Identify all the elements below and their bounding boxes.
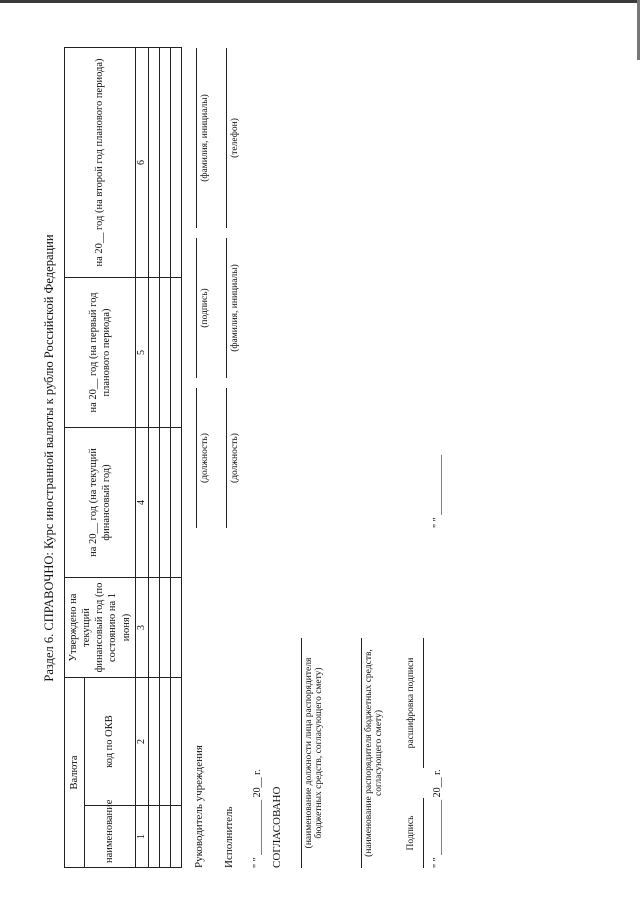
table-cell[interactable] xyxy=(160,48,171,278)
sign-decoding-caption: расшифровка подписи xyxy=(406,657,416,749)
head-position-line[interactable] xyxy=(196,388,197,528)
executor-name-caption: (фамилия, инициалы) xyxy=(230,264,240,352)
table-cell[interactable] xyxy=(149,578,160,678)
table-cell[interactable] xyxy=(149,428,160,578)
table-cell[interactable] xyxy=(149,48,160,278)
table-cell[interactable] xyxy=(171,678,182,806)
header-first-plan-year: на 20__ год (на первый год планового периода) xyxy=(65,278,136,428)
header-okv-code: код по ОКВ xyxy=(84,678,135,806)
table-cell[interactable] xyxy=(171,578,182,678)
column-numbers-row xyxy=(135,48,149,868)
executor-phone-line[interactable] xyxy=(226,48,227,228)
table-cell[interactable] xyxy=(160,806,171,868)
rotated-document-page xyxy=(20,18,620,898)
table-row xyxy=(149,48,160,868)
table-cell[interactable] xyxy=(160,678,171,806)
table-cell[interactable] xyxy=(160,428,171,578)
table-header-row-1 xyxy=(65,48,85,868)
table-row xyxy=(171,48,182,868)
executor-position-caption: (должность) xyxy=(230,433,240,483)
head-position-caption: (должность) xyxy=(200,433,210,483)
column-number: 2 xyxy=(135,678,149,806)
table-cell[interactable] xyxy=(171,806,182,868)
executor-phone-caption: (телефон) xyxy=(230,118,240,158)
header-currency-name: наименование xyxy=(84,806,135,868)
date-line-1[interactable]: " " ___________ 20__ г. xyxy=(252,769,263,868)
agreed-label: СОГЛАСОВАНО xyxy=(271,786,283,868)
table-cell[interactable] xyxy=(149,806,160,868)
table-cell[interactable] xyxy=(160,278,171,428)
head-signature-line[interactable] xyxy=(196,238,197,378)
executor-name-line[interactable] xyxy=(226,238,227,378)
head-of-institution-label: Руководитель учреждения xyxy=(193,745,205,868)
column-number: 1 xyxy=(135,806,149,868)
executor-label: Исполнитель xyxy=(223,806,235,868)
date-line-2[interactable]: " " ___________ 20__ г. xyxy=(432,769,443,868)
sign-line[interactable] xyxy=(423,798,424,868)
section-title: Раздел 6. СПРАВОЧНО: Курс иностранной валюты к рублю Российской Федерации xyxy=(42,234,56,682)
column-number: 6 xyxy=(135,48,149,278)
header-approved: Утверждено на текущий финансовый год (по состоянию на 1 июня) xyxy=(65,578,136,678)
head-signature-caption: (подпись) xyxy=(200,288,210,328)
table-cell[interactable] xyxy=(171,428,182,578)
currency-rate-table xyxy=(64,47,182,868)
agreed-position-caption: (наименование должности лица распорядителя бюджетных средств, согласующего смету) xyxy=(304,657,324,849)
header-second-plan-year: на 20__ год (на второй год планового периода) xyxy=(65,48,136,278)
table-cell[interactable] xyxy=(160,578,171,678)
scan-edge-top xyxy=(0,0,640,3)
table-cell[interactable] xyxy=(149,278,160,428)
header-current-year: на 20__ год (на текущий финансовый год) xyxy=(65,428,136,578)
column-number: 5 xyxy=(135,278,149,428)
table-cell[interactable] xyxy=(171,278,182,428)
sign-decoding-line[interactable] xyxy=(423,638,424,768)
agreed-org-line[interactable] xyxy=(361,638,362,868)
table-cell[interactable] xyxy=(171,48,182,278)
table-row xyxy=(160,48,171,868)
head-name-line[interactable] xyxy=(196,48,197,228)
date-line-3[interactable]: " " ____________ xyxy=(432,454,443,528)
column-number: 3 xyxy=(135,578,149,678)
head-name-caption: (фамилия, инициалы) xyxy=(200,94,210,182)
column-number: 4 xyxy=(135,428,149,578)
header-currency-group: Валюта xyxy=(65,678,85,868)
agreed-org-caption: (наименование распорядителя бюджетных средств, согласующего смету) xyxy=(364,649,384,857)
sign-caption: Подпись xyxy=(406,815,416,851)
agreed-position-line[interactable] xyxy=(301,638,302,868)
executor-position-line[interactable] xyxy=(226,388,227,528)
table-cell[interactable] xyxy=(149,678,160,806)
